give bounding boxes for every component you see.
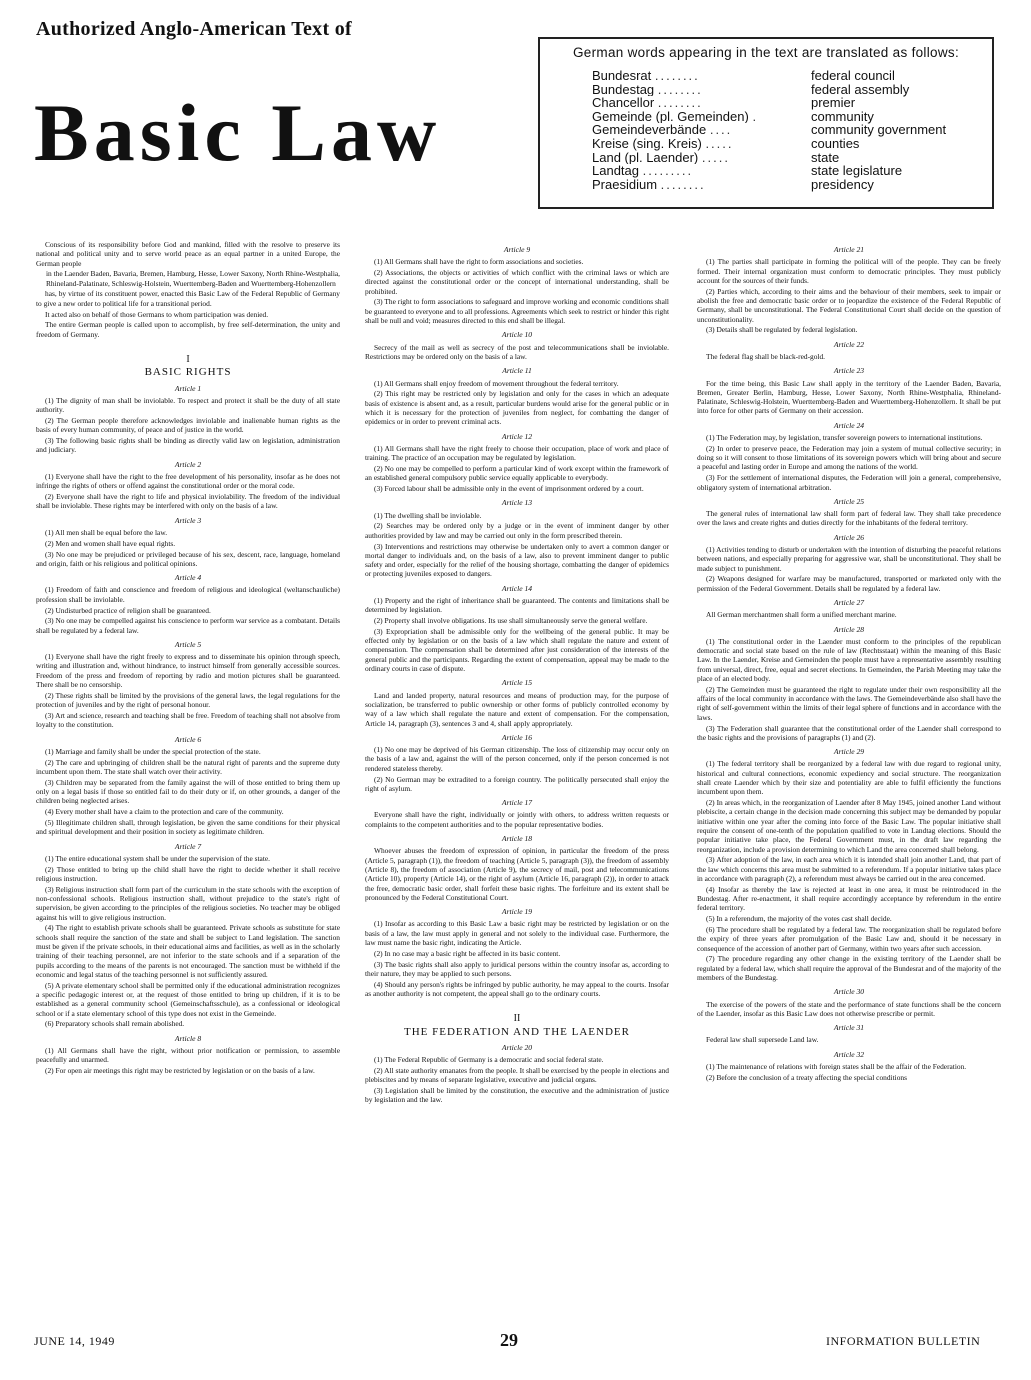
paragraph: The general rules of international law shall form part of federal law. They shall take precedence over the laws and create rights and duties directly for the inhabitants of the federal territory. — [697, 509, 1001, 528]
glossary-translation: state legislature — [811, 163, 903, 179]
glossary-term: Bundesrat — [592, 69, 652, 83]
paragraph: (2) All state authority emanates from the people. It shall be exercised by the people in elections and plebiscites and by means of separate legislative, executive and judicial organs. — [365, 1065, 669, 1085]
article-heading: Article 27 — [833, 598, 865, 607]
chapter-title: BASIC RIGHTS — [144, 366, 232, 379]
article-heading: Article 13 — [501, 498, 533, 508]
paragraph: (2) Associations, the objects or activities of which conflict with the criminal laws or which are directed against the constitutional order or the concept of international understanding, shall be prohibited. — [365, 268, 669, 296]
preamble-para: has, by virtue of its constituent power, enacted this Basic Law of the Federal Republic of Germany to give a new order to political life for a transitional period. — [36, 289, 340, 308]
glossary-term: Gemeindeverbände — [592, 123, 707, 137]
glossary-row: Chancellor ........ premier — [592, 96, 991, 110]
page-title: Basic Law — [34, 87, 442, 178]
paragraph: (3) The basic rights shall also apply to juridical persons within the country insofar as, according to their nature, they may be applied to such persons. — [365, 959, 669, 978]
article-heading: Article 17 — [501, 798, 533, 808]
article-heading: Article 11 — [502, 366, 532, 376]
publication-name: INFORMATION BULLETIN — [826, 1334, 981, 1348]
paragraph: (1) The Federal Republic of Germany is a democratic and social federal state. — [374, 1055, 604, 1065]
article-heading: Article 25 — [833, 496, 865, 506]
article-heading: Article 29 — [833, 747, 865, 757]
paragraph: (2) Everyone shall have the right to life and physical inviolability. The freedom of the individual shall be inviolable. These rights may be interfered with only on the basis of a law. — [36, 492, 340, 511]
paragraph: (2) In areas which, in the reorganization of Laender after 8 May 1945, joined another Land without plebiscite, a certain change in the decision made concerning this subject may be demanded by popular initiative within one year after the coming into force of the Basic Law. The popular initiative shall require the consent of one-tenth of the population qualified to vote in Landtag elections. Should the popular initiative take place, the Federal Government must, in the draft law regarding the reorganization, include a provision determining to which Land the area concerned shall belong. — [697, 798, 1001, 854]
paragraph: (1) The entire educational system shall be under the supervision of the state. — [45, 853, 271, 863]
preamble-para: The entire German people is called upon to accomplish, by free self-determination, the unity and freedom of Germany. — [36, 320, 340, 339]
glossary-term: Praesidium — [592, 177, 658, 192]
glossary-translation: community government — [811, 122, 947, 138]
paragraph: (2) Before the conclusion of a treaty affecting the special conditions — [706, 1072, 907, 1082]
glossary-term: Landtag — [592, 164, 639, 178]
article-heading: Article 22 — [833, 339, 865, 349]
glossary-rows — [592, 69, 991, 191]
paragraph: (5) A private elementary school shall be permitted only if the educational administration recognizes a specific pedagogic interest or, at the request of those entitled to bring up children, if it is to be established as a general community school (Gemeinschaftsschule), as a confessional or ideological school or if a state elementary school of this type does not exist in the Gemeinde. — [36, 980, 340, 1018]
glossary-row: Land (pl. Laender) ..... state — [592, 151, 991, 165]
paragraph: (1) The maintenance of relations with foreign states shall be the affair of the Federation. — [706, 1062, 967, 1072]
pretitle: Authorized Anglo-American Text of — [36, 18, 352, 40]
article-heading: Article 1 — [174, 383, 202, 393]
paragraph: (1) Everyone shall have the right freely to express and to disseminate his opinion through speech, writing and illustration and, without hindrance, to instruct himself from generally accessible sources. Freedom of the press and freedom of reporting by radio and motion pictures shall be guaranteed. There shall be no censorship. — [36, 652, 340, 690]
article-heading: Article 16 — [501, 732, 533, 742]
glossary-row: Landtag ......... state legislature — [592, 164, 991, 178]
glossary-title: German words appearing in the text are translated as follows: — [573, 45, 959, 60]
article-heading: Article 30 — [833, 987, 865, 997]
paragraph: (2) The care and upbringing of children shall be the natural right of parents and the supreme duty incumbent upon them. The state shall watch over their activity. — [36, 757, 340, 776]
paragraph: Whoever abuses the freedom of expression of opinion, in particular the freedom of the press (Article 5, paragraph (1)), the freedom of teaching (Article 5, paragraph (3)), the freedom of assembly (Article 8), the freedom of association (Article 9), the secrecy of mail, post and telecommunications (Article 10), property (Article 14), or the right of asylum (Article 16, paragraph (2)), in order to attack the free, democratic basic order, shall forfeit these basic rights. The forfeiture and its extent shall be pronounced by the Federal Constitutional Court. — [365, 846, 669, 902]
paragraph: (2) This right may be restricted only by legislation and only for the cases in which an adequate basis of existence is absent and, as a result, particular burdens would arise for the general public or in which it is necessary for the protection of juveniles from neglect, for combatting the danger of epidemics or in order to prevent criminal acts. — [365, 389, 669, 427]
paragraph: (1) Freedom of faith and conscience and freedom of religious and ideological (weltanschauliche) profession shall be inviolable. — [36, 585, 340, 604]
glossary-translation: federal assembly — [811, 81, 910, 97]
glossary-term: Bundestag — [592, 82, 655, 97]
paragraph: (1) The Federation may, by legislation, transfer sovereign powers to international institutions. — [706, 433, 983, 443]
article-heading: Article 8 — [174, 1033, 202, 1043]
paragraph: (3) No one may be prejudiced or privileged because of his sex, descent, race, language, homeland and origin, faith or his religious and political opinions. — [36, 549, 340, 568]
article-heading: Article 32 — [833, 1049, 865, 1059]
paragraph: (3) No one may be compelled against his conscience to perform war service as a combatant. Details shall be regulated by a federal law. — [36, 616, 340, 635]
glossary-box — [538, 37, 994, 209]
paragraph: (3) Forced labour shall be admissible only in the event of imprisonment ordered by a court. — [374, 484, 644, 494]
paragraph: (3) Details shall be regulated by federal legislation. — [706, 325, 858, 335]
paragraph: Secrecy of the mail as well as secrecy of the post and telecommunications shall be inviolable. Restrictions may be ordered only on the basis of a law. — [365, 342, 669, 361]
glossary-term: Land (pl. Laender) — [592, 150, 699, 165]
paragraph: (2) Parties which, according to their aims and the behaviour of their members, seek to impair or abolish the free and democratic basic order or to jeopardize the existence of the Federal Republic of Germany, shall be unconstitutional. The Federal Constitutional Court shall decide on the question of unconstitutionality. — [697, 286, 1001, 324]
glossary-translation: community — [811, 108, 874, 124]
paragraph: (6) Preparatory schools shall remain abolished. — [45, 1019, 185, 1029]
article-heading: Article 3 — [174, 515, 202, 525]
paragraph: (3) Art and science, research and teaching shall be free. Freedom of teaching shall not absolve from loyalty to the constitution. — [36, 710, 340, 730]
glossary-term: Kreise (sing. Kreis) — [592, 136, 702, 151]
article-heading: Article 31 — [833, 1023, 865, 1033]
paragraph: (3) Expropriation shall be admissible only for the wellbeing of the general public. It may be effected only by legislation or on the basis of a law which shall regulate the nature and extent of compensation. The compensation shall be determined after just consideration of the interests of the general public and the participants. Regarding the extent of compensation, appeal may be made to the ordinary courts in case of dispute. — [365, 626, 669, 674]
paragraph: (3) After adoption of the law, in each area which it is intended shall join another Land, that part of the law which concerns this area must be submitted to a referendum. If a popular initiative takes place in accordance with paragraph (2), a referendum must always be carried out in the area concerned. — [697, 855, 1001, 884]
paragraph: (1) All Germans shall have the right freely to choose their occupation, place of work and place of training. The practice of an occupation may be regulated by legislation. — [365, 443, 669, 463]
paragraph: (4) The right to establish private schools shall be guaranteed. Private schools as substitute for state schools shall require the sanction of the state and shall be subject to Land legislation. The sanction must be given if the private schools, in their educational aims and facilities, as well as in the scholarly training of their teaching personnel, are not inferior to the state schools and if a separation of the pupils according to the means of the parents is not encouraged. The sanction must be withheld if the economic and legal status of the teaching personnel is not sufficiently assured. — [36, 923, 340, 979]
article-heading: Article 26 — [833, 532, 865, 542]
paragraph: (3) Religious instruction shall form part of the curriculum in the state schools with the exception of non-confessional schools. Religious instruction shall, without prejudice to the state's right of supervision, be given according to the principles of the religious societies. No teacher may be obliged against his will to give religious instruction. — [36, 884, 340, 922]
glossary-term: Chancellor — [592, 96, 655, 110]
glossary-translation: state — [811, 149, 840, 165]
article-heading: Article 5 — [174, 639, 202, 649]
column-3 — [697, 240, 1001, 1084]
chapter-number: I — [186, 353, 190, 365]
paragraph: (2) For open air meetings this right may be restricted by legislation or on the basis of a law. — [45, 1066, 315, 1076]
paragraph: (1) Insofar as according to this Basic Law a basic right may be restricted by legislation or on the basis of a law, the law must apply in general and not solely to the individual case. Furthermore, the law must name the basic right, indicating the Article. — [365, 919, 669, 947]
paragraph: (2) Weapons designed for warfare may be manufactured, transported or marketed only with the permission of the Federal Government. Details shall be regulated by a federal law. — [697, 574, 1001, 593]
paragraph: Everyone shall have the right, individually or jointly with others, to address written requests or complaints to the competent authorities and to the popular representative bodies. — [365, 810, 669, 829]
article-heading: Article 20 — [501, 1042, 533, 1052]
paragraph: (1) All Germans shall have the right to form associations and societies. — [374, 257, 584, 267]
glossary-term: Gemeinde (pl. Gemeinden) — [592, 109, 749, 124]
article-heading: Article 24 — [833, 420, 865, 430]
paragraph: (2) In order to preserve peace, the Federation may join a system of mutual collective security; in doing so it will consent to those limitations of its sovereign powers which will bring about and secure a peaceful and lasting order in Europe and among the nations of the world. — [697, 443, 1001, 472]
paragraph: All German merchantmen shall form a unified merchant marine. — [706, 610, 897, 620]
paragraph: For the time being, this Basic Law shall apply in the territory of the Laender Baden, Bavaria, Bremen, Greater Berlin, Hamburg, Hesse, Lower Saxony, North Rhine-Westphalia, Rhineland-Palatinate, Schleswig-Holstein, Wuerttemberg-Baden and Wuerttemberg-Hohenzollern. It shall be put into force for other parts of Germany on their accession. — [697, 378, 1001, 416]
paragraph: (1) Marriage and family shall be under the special protection of the state. — [45, 746, 261, 756]
paragraph: (3) For the settlement of international disputes, the Federation will join a general, comprehensive, obligatory system of international arbitration. — [697, 473, 1001, 492]
paragraph: (1) All men shall be equal before the law. — [45, 527, 168, 537]
paragraph: (5) In a referendum, the majority of the votes cast shall decide. — [706, 914, 892, 924]
glossary-translation: presidency — [811, 176, 874, 192]
paragraph: (1) The dwelling shall be inviolable. — [374, 510, 482, 520]
article-heading: Article 7 — [174, 841, 202, 851]
article-heading: Article 12 — [501, 431, 533, 441]
column-1 — [36, 240, 340, 1077]
page-number: 29 — [500, 1330, 518, 1350]
paragraph: (2) No one may be compelled to perform a particular kind of work except within the framework of an established general compulsory public service equally applicable to everybody. — [365, 463, 669, 483]
paragraph: (1) The parties shall participate in forming the political will of the people. They can be freely formed. Their internal organization must conform to democratic principles. They must publicly account for the sources of their funds. — [697, 257, 1001, 285]
paragraph: (1) All Germans shall enjoy freedom of movement throughout the federal territory. — [374, 378, 619, 388]
paragraph: (4) Every mother shall have a claim to the protection and care of the community. — [45, 807, 284, 817]
preamble-para: It acted also on behalf of those Germans to whom participation was denied. — [45, 309, 269, 319]
paragraph: (2) Men and women shall have equal rights. — [45, 538, 176, 548]
paragraph: (3) Legislation shall be limited by the constitution, the executive and the administration of justice by legislation and the law. — [365, 1086, 669, 1105]
article-heading: Article 28 — [833, 624, 865, 634]
paragraph: (1) Property and the right of inheritance shall be guaranteed. The contents and limitations shall be determined by legislation. — [365, 596, 669, 615]
paragraph: (2) The Gemeinden must be guaranteed the right to regulate under their own responsibility all the affairs of the local community in accordance with the laws. The Gemeindeverbände also shall have the right of self-government within the limits of their legal sphere of functions and in accordance with the laws. — [697, 684, 1001, 722]
paragraph: (2) Searches may be ordered only by a judge or in the event of imminent danger by other authorities provided by law and may be carried out only in the form prescribed therein. — [365, 521, 669, 540]
paragraph: (2) Undisturbed practice of religion shall be guaranteed. — [45, 605, 211, 615]
footer-date: JUNE 14, 1949 — [34, 1334, 115, 1348]
glossary-translation: counties — [811, 135, 860, 151]
chapter-number: II — [513, 1013, 521, 1025]
paragraph: (3) The following basic rights shall be binding as directly valid law on legislation, administration and judiciary. — [36, 436, 340, 455]
glossary-translation: federal council — [811, 68, 895, 83]
chapter-title: THE FEDERATION AND THE LAENDER — [404, 1025, 630, 1038]
article-heading: Article 10 — [501, 330, 533, 340]
paragraph: (2) These rights shall be limited by the provisions of the general laws, the legal regulations for the protection of juveniles and by the right of personal honour. — [36, 690, 340, 710]
article-heading: Article 19 — [501, 907, 533, 917]
paragraph: (2) Those entitled to bring up the child shall have the right to decide whether it shall receive religious instruction. — [36, 864, 340, 883]
paragraph: (1) Activities tending to disturb or undertaken with the intention of disturbing the peaceful relations between nations, and especially preparing for aggressive war, shall be unconstitutional. They shall be made subject to punishment. — [697, 545, 1001, 573]
paragraph: (2) Property shall involve obligations. Its use shall simultaneously serve the general welfare. — [374, 616, 648, 626]
article-heading: Article 9 — [503, 245, 531, 254]
paragraph: (7) The procedure regarding any other change in the existing territory of the Laender shall be regulated by a federal law, which shall require the approval of the Bundesrat and of the majority of the members of the Bundestag. — [697, 954, 1001, 982]
glossary-row: Bundestag ........ federal assembly — [592, 83, 991, 97]
glossary-row: Kreise (sing. Kreis) ..... counties — [592, 137, 991, 151]
paragraph: (4) Insofar as thereby the law is rejected at least in one area, it must be reintroduced in the Bundestag. After re-enactment, it shall require accordingly acceptance by referendum in the entire federal territory. — [697, 884, 1001, 913]
preamble-para: Conscious of its responsibility before God and mankind, filled with the resolve to preserve its national and political unity and to serve world peace as an equal partner in a united Europe, the German people — [36, 240, 340, 268]
article-heading: Article 21 — [833, 245, 865, 254]
paragraph: (2) No German may be extradited to a foreign country. The politically persecuted shall enjoy the right of asylum. — [365, 774, 669, 793]
paragraph: (1) The dignity of man shall be inviolable. To respect and protect it shall be the duty of all state authority. — [36, 395, 340, 415]
paragraph: (6) The procedure shall be regulated by a federal law. The reorganization shall be regulated before the expiry of three years after promulgation of the Basic Law and, should it be necessary in consequence of the accession of another part of Germany, within two years after such accession. — [697, 925, 1001, 953]
paragraph: (3) The Federation shall guarantee that the constitutional order of the Laender shall correspond to the basic rights and the provisions of paragraphs (1) and (2). — [697, 723, 1001, 742]
glossary-row: Praesidium ........ presidency — [592, 178, 991, 192]
paragraph: (5) Illegitimate children shall, through legislation, be given the same conditions for their physical and spiritual development and their position in society as legitimate children. — [36, 817, 340, 837]
article-heading: Article 18 — [501, 834, 533, 844]
article-heading: Article 4 — [174, 573, 202, 583]
glossary-row: Gemeinde (pl. Gemeinden) . community — [592, 110, 991, 124]
paragraph: (2) The German people therefore acknowledges inviolable and inalienable human rights as the basis of every human community, of peace and of justice in the world. — [36, 415, 340, 435]
paragraph: (1) Everyone shall have the right to the free development of his personality, insofar as he does not infringe the rights of others or offend against the constitutional order or the moral code. — [36, 471, 340, 491]
paragraph: (3) Interventions and restrictions may otherwise be undertaken only to avert a common danger or mortal danger to individuals and, on the basis of a law, also to prevent imminent danger to public safety and order, especially for the relief of the housing shortage, combatting the danger of epidemics or protecting juveniles exposed to dangers. — [365, 541, 669, 579]
article-heading: Article 15 — [501, 678, 533, 688]
paragraph: (2) In no case may a basic right be affected in its basic content. — [374, 948, 561, 958]
preamble-para: in the Laender Baden, Bavaria, Bremen, Hamburg, Hesse, Lower Saxony, North Rhine-Westphalia, Rhineland-Palatinate, Schleswig-Holstein, Wuerttemberg-Baden and Wuerttemberg-Hohenzollern — [46, 269, 340, 288]
article-heading: Article 6 — [174, 734, 202, 744]
paragraph: (1) The federal territory shall be reorganized by a federal law with due regard to regional unity, historical and cultural connections, economic expediency and social structure. The reorganization shall create Laender which by their size and potentiality are able to fulfil efficiently the functions incumbent upon them. — [697, 759, 1001, 797]
paragraph: The exercise of the powers of the state and the performance of state functions shall be the concern of the Laender, insofar as this Basic Law does not otherwise prescribe or permit. — [697, 999, 1001, 1018]
paragraph: (4) Should any person's rights be infringed by public authority, he may appeal to the courts. Insofar as another authority is not competent, the appeal shall go to the ordinary courts. — [365, 979, 669, 998]
article-heading: Article 23 — [833, 366, 865, 376]
article-heading: Article 14 — [501, 583, 533, 593]
paragraph: The federal flag shall be black-red-gold. — [706, 351, 826, 361]
paragraph: (3) The right to form associations to safeguard and improve working and economic conditions shall be guaranteed to everyone and to all professions. Agreements which seek to restrict or hinder this right shall be null and void; measures directed to this end shall be illegal. — [365, 297, 669, 326]
column-2 — [365, 240, 669, 1106]
paragraph: (1) All Germans shall have the right, without prior notification or permission, to assemble peacefully and unarmed. — [36, 1045, 340, 1065]
article-heading: Article 2 — [174, 459, 202, 469]
glossary-row: Bundesrat ........ federal council — [592, 69, 991, 83]
glossary-translation: premier — [811, 95, 856, 111]
paragraph: (1) No one may be deprived of his German citizenship. The loss of citizenship may occur only on the basis of a law and, against the will of the person concerned, only if the person concerned is not rendered stateless thereby. — [365, 745, 669, 773]
paragraph: (3) Children may be separated from the family against the will of those entitled to bring them up only on a legal basis if those so entitled fail to do their duty or if, on other grounds, a danger of the children being neglected arises. — [36, 777, 340, 806]
paragraph: (1) The constitutional order in the Laender must conform to the principles of the republican democratic and social state based on the rule of law (Rechtsstaat) within the meaning of this Basic Law. In the Laender, Kreise and Gemeinden the people must have a representative assembly resulting from universal, direct, free, equal and secret elections. In Gemeinden, the Parish Meeting may take the place of an elected body. — [697, 636, 1001, 684]
paragraph: Federal law shall supersede Land law. — [706, 1035, 819, 1045]
glossary-row: Gemeindeverbände .... community government — [592, 123, 991, 137]
paragraph: Land and landed property, natural resources and means of production may, for the purpose of socialization, be transferred to public ownership or other forms of publicly controlled economy by way of a law which shall regulate the nature and extent of compensation. For the compensation, Article 14, paragraph (3), sentences 3 and 4, shall apply appropriately. — [365, 690, 669, 728]
